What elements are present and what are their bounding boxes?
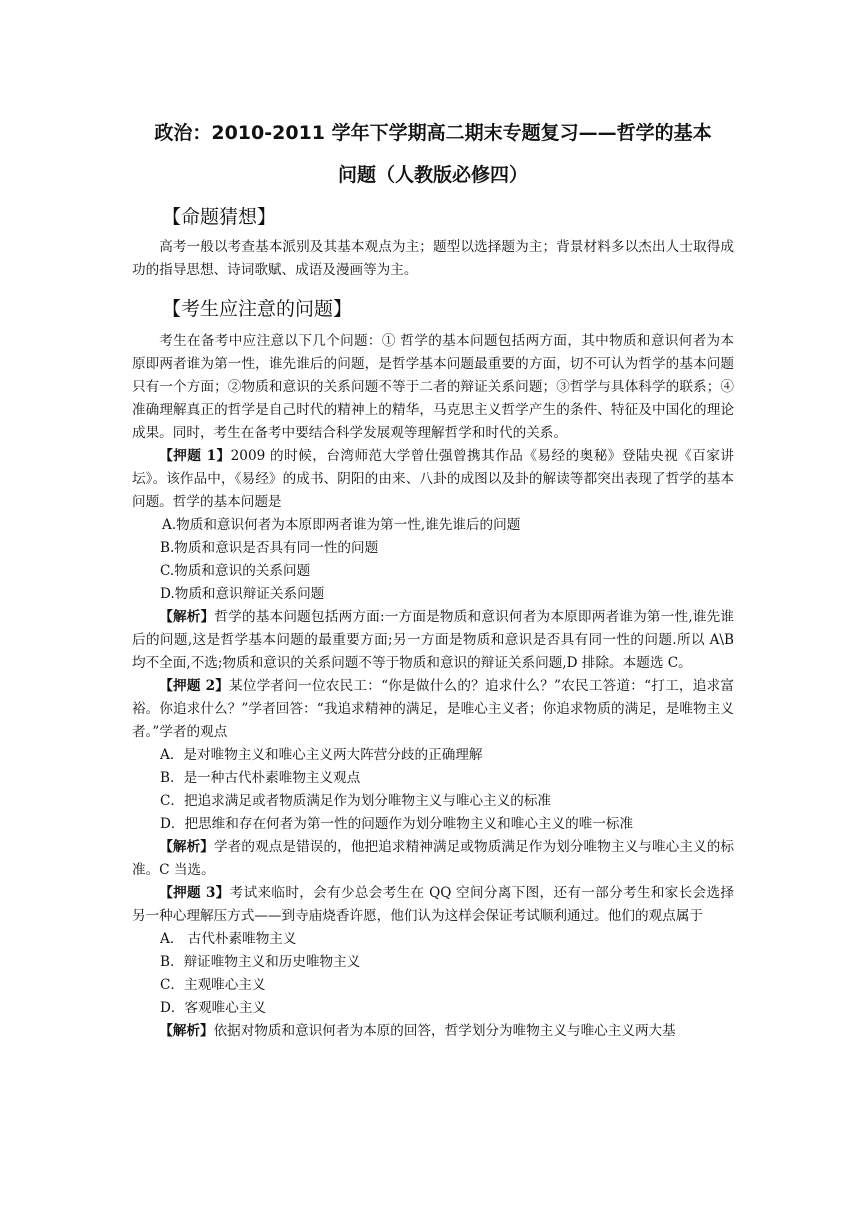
question-1-stem bbox=[132, 445, 734, 514]
question-1-text: 2009 的时候，台湾师范大学曾仕强曾携其作品《易经的奥秘》登陆央视《百家讲坛》。该作品中，《易经》的成书、阴阳的由来、八卦的成图以及卦的解读等都突出表现了哲学的基本问题。哲学的基本问题是 bbox=[132, 448, 734, 510]
section-text-notes: 考生在备考中应注意以下几个问题：① 哲学的基本问题包括两方面，其中物质和意识何者为本原即两者谁为第一性，谁先谁后的问题，是哲学基本问题最重要的方面，切不可认为哲学的基本问题只有一个方面；②物质和意识的关系问题不等于二者的辩证关系问题；③哲学与具体科学的联系；④准确理解真正的哲学是自己时代的精神上的精华，马克思主义哲学产生的条件、特征及中国化的理论成果。同时，考生在备考中要结合科学发展观等理解哲学和时代的关系。 bbox=[132, 333, 734, 441]
question-3-option-d: D．客观唯心主义 bbox=[160, 1000, 267, 1016]
document-title bbox=[132, 112, 734, 196]
question-1-tag: 【押题 1】 bbox=[159, 448, 231, 464]
question-1-analysis-text: 哲学的基本问题包括两方面:一方面是物质和意识何者为本原即两者谁为第一性,谁先谁后的问题,这是哲学基本问题的最重要方面;另一方面是物质和意识是否具有同一性的问题.所以 A\B 均不全面,不选;物质和意识的关系问题不等于物质和意识的辩证关系问题,D 排除。本题选 C。 bbox=[132, 609, 735, 671]
question-3-option-c: C．主观唯心主义 bbox=[160, 977, 266, 993]
question-2-option-c: C．把追求满足或者物质满足作为划分唯物主义与唯心主义的标准 bbox=[160, 793, 552, 809]
question-2-option-b: B．是一种古代朴素唯物主义观点 bbox=[160, 770, 361, 786]
question-3-analysis bbox=[132, 1020, 734, 1043]
question-2-analysis bbox=[132, 836, 734, 882]
section-text-prediction: 高考一般以考查基本派别及其基本观点为主；题型以选择题为主；背景材料多以杰出人士取得成功的指导思想、诗词歌赋、成语及漫画等为主。 bbox=[132, 239, 734, 278]
question-3-tag: 【押题 3】 bbox=[159, 885, 230, 901]
question-3-option-a: A． 古代朴素唯物主义 bbox=[160, 931, 297, 947]
question-1-option-b: B.物质和意识是否具有同一性的问题 bbox=[160, 540, 379, 556]
question-2-analysis-text: 学者的观点是错误的，他把追求精神满足或物质满足作为划分唯物主义与唯心主义的标准。C 当选。 bbox=[132, 839, 735, 878]
question-1-option-d: D.物质和意识辩证关系问题 bbox=[160, 586, 325, 602]
section-heading-prediction: 【命题猜想】 bbox=[162, 206, 277, 228]
question-3-text: 考试来临时，会有少总会考生在 QQ 空间分离下图，还有一部分考生和家长会选择另一种心理解压方式——到寺庙烧香许愿，他们认为这样会保证考试顺利通过。他们的观点属于 bbox=[132, 885, 734, 924]
question-3-option-b: B．辩证唯物主义和历史唯物主义 bbox=[160, 954, 361, 970]
question-1-option-a: A.物质和意识何者为本原即两者谁为第一性,谁先谁后的问题 bbox=[162, 517, 521, 533]
question-3-analysis-tag: 【解析】 bbox=[159, 1023, 214, 1039]
question-1-analysis-tag: 【解析】 bbox=[159, 609, 215, 625]
question-3-analysis-text: 依据对物质和意识何者为本原的回答，哲学划分为唯物主义与唯心主义两大基 bbox=[213, 1023, 676, 1039]
question-2-stem bbox=[132, 675, 734, 744]
title-line-1: 政治：2010-2011 学年下学期高二期末专题复习——哲学的基本 bbox=[154, 122, 712, 144]
question-2-option-a: A．是对唯物主义和唯心主义两大阵营分歧的正确理解 bbox=[160, 747, 483, 763]
question-2-analysis-tag: 【解析】 bbox=[159, 839, 214, 855]
question-1-analysis bbox=[132, 606, 734, 675]
question-3-stem bbox=[132, 882, 734, 928]
question-2-tag: 【押题 2】 bbox=[159, 678, 230, 694]
question-2-text: 某位学者问一位农民工：“你是做什么的？追求什么？”农民工答道：“打工，追求富裕。你追求什么？”学者回答：“我追求精神的满足，是唯心主义者；你追求物质的满足，是唯物主义者。”学者的观点 bbox=[132, 678, 734, 740]
title-line-2: 问题（人教版必修四） bbox=[337, 164, 528, 186]
section-heading-notes: 【考生应注意的问题】 bbox=[162, 298, 353, 320]
question-1-option-c: C.物质和意识的关系问题 bbox=[160, 563, 311, 579]
question-2-option-d: D．把思维和存在何者为第一性的问题作为划分唯物主义和唯心主义的唯一标准 bbox=[160, 816, 634, 832]
